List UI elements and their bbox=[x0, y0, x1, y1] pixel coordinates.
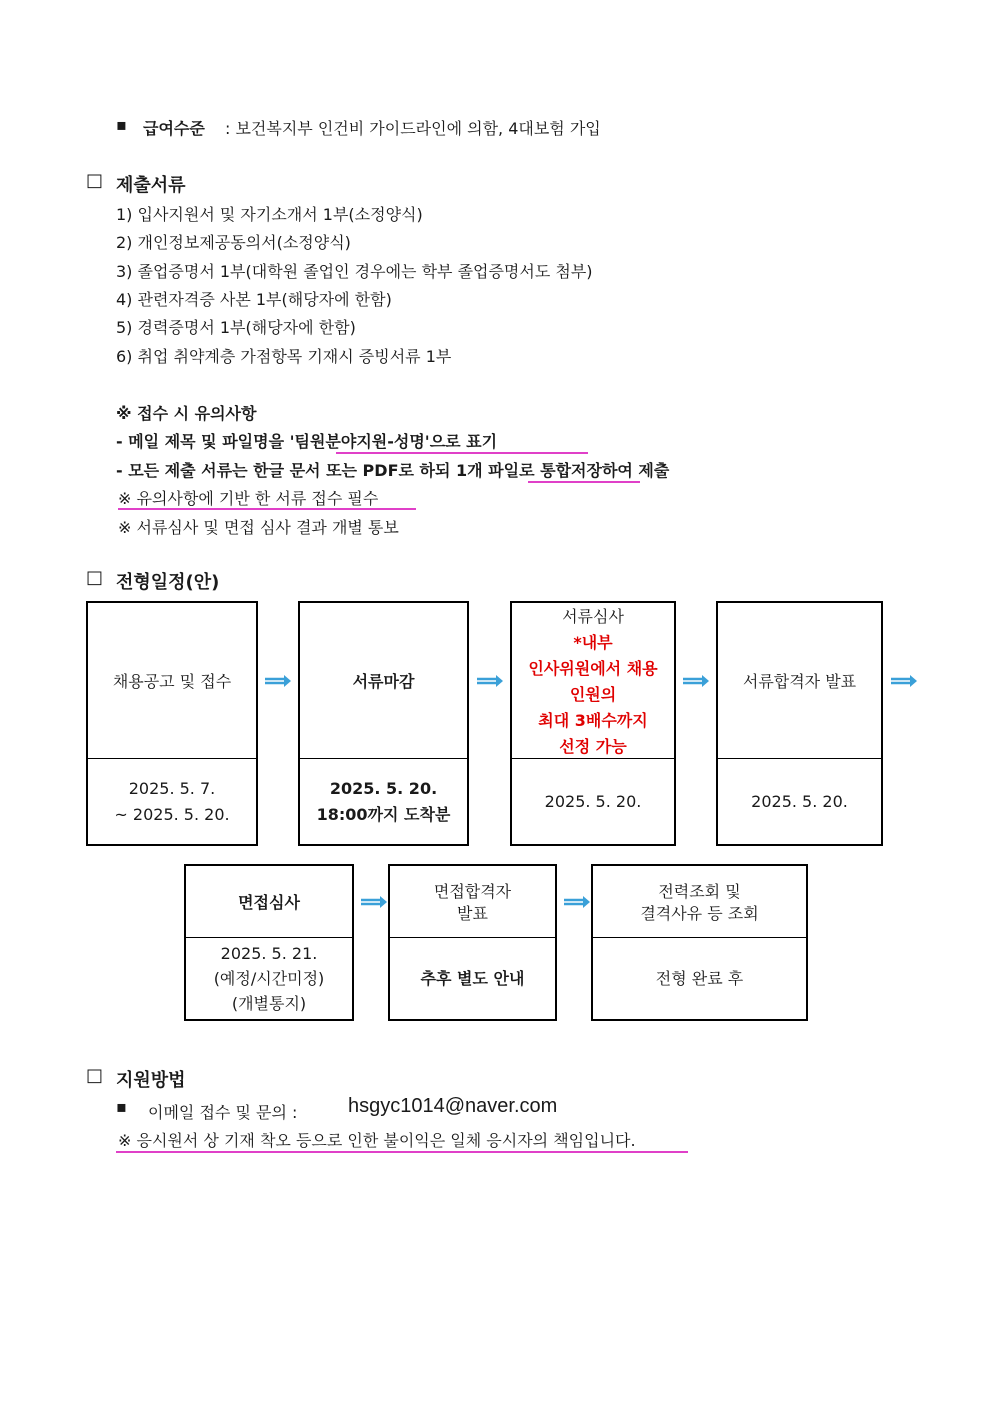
step-note: 인원의 bbox=[569, 685, 617, 704]
notes-title: ※ 접수 시 유의사항 bbox=[116, 404, 257, 423]
apply-bullet: ▪ bbox=[116, 1097, 127, 1116]
schedule-step-final-result bbox=[388, 864, 557, 1021]
step-name: 전력조회 및 bbox=[658, 882, 741, 901]
section-title-schedule: 전형일정(안) bbox=[116, 572, 220, 593]
notes-line-3: ※ 유의사항에 기반 한 서류 접수 필수 bbox=[118, 489, 379, 508]
step-note: 인사위원에서 채용 bbox=[528, 659, 658, 678]
salary-text: : 보건복지부 인건비 가이드라인에 의함, 4대보험 가입 bbox=[225, 119, 601, 138]
schedule-step-doc-result bbox=[716, 601, 883, 846]
step-date-note: (예정/시간미정) bbox=[213, 969, 325, 988]
step-name: 면접심사 bbox=[238, 893, 300, 912]
arrow-right-icon bbox=[264, 674, 292, 688]
apply-email-label: 이메일 접수 및 문의 : bbox=[148, 1103, 298, 1122]
apply-email[interactable]: hsgyc1014@naver.com bbox=[348, 1095, 558, 1117]
step-note: 최대 3배수까지 bbox=[538, 711, 648, 730]
underline-highlight bbox=[116, 1151, 688, 1153]
notes-line-1 bbox=[116, 429, 497, 452]
step-name: 서류합격자 발표 bbox=[742, 672, 857, 691]
list-item: 1) 입사지원서 및 자기소개서 1부(소정양식) bbox=[116, 205, 423, 224]
notes-line-4: ※ 서류심사 및 면접 심사 결과 개별 통보 bbox=[118, 518, 399, 537]
notes-line-1-prefix: - 메일 제목 및 파일명을 bbox=[116, 432, 290, 451]
checkbox-icon: □ bbox=[86, 1065, 104, 1086]
step-name: 서류마감 bbox=[352, 672, 415, 691]
list-item: 4) 관련자격증 사본 1부(해당자에 한함) bbox=[116, 290, 392, 309]
notes-line-2-suffix: 통합저장하여 제출 bbox=[534, 461, 670, 480]
checkbox-icon: □ bbox=[86, 170, 104, 191]
arrow-right-icon bbox=[563, 895, 591, 909]
arrow-right-icon bbox=[682, 674, 710, 688]
schedule-step-interview bbox=[184, 864, 354, 1021]
step-date-note: (개별통지) bbox=[231, 994, 307, 1013]
salary-bullet: ▪ bbox=[116, 115, 127, 134]
list-item: 6) 취업 취약계층 가점항목 기재시 증빙서류 1부 bbox=[116, 347, 452, 366]
schedule-step-review bbox=[510, 601, 676, 846]
notes-line-2-highlight: 1개 파일로 bbox=[456, 461, 535, 480]
step-name: 채용공고 및 접수 bbox=[112, 672, 232, 691]
schedule-step-posting bbox=[86, 601, 258, 846]
list-item: 5) 경력증명서 1부(해당자에 한함) bbox=[116, 318, 356, 337]
list-item: 3) 졸업증명서 1부(대학원 졸업인 경우에는 학부 졸업증명서도 첨부) bbox=[116, 262, 593, 281]
section-title-apply: 지원방법 bbox=[116, 1070, 186, 1091]
step-date: 2025. 5. 20. bbox=[329, 778, 438, 798]
section-title-documents: 제출서류 bbox=[116, 175, 186, 196]
notes-line-2-prefix: - 모든 제출 서류는 한글 문서 또는 PDF로 하되 bbox=[116, 461, 457, 480]
schedule-step-deadline bbox=[298, 601, 469, 846]
underline-highlight bbox=[336, 452, 588, 454]
step-date: 전형 완료 후 bbox=[655, 968, 744, 988]
arrow-right-icon bbox=[890, 674, 918, 688]
arrow-right-icon bbox=[360, 895, 388, 909]
step-date: 2025. 5. 20. bbox=[544, 791, 642, 811]
schedule-step-background-check bbox=[591, 864, 808, 1021]
step-note: 선정 가능 bbox=[559, 737, 627, 756]
step-name: 면접합격자 bbox=[433, 882, 512, 901]
notes-line-2 bbox=[116, 458, 669, 481]
step-name: 발표 bbox=[457, 904, 488, 923]
apply-note-highlight: ※ 응시원서 상 기재 착오 등으로 인한 불이익은 일체 응시자의 책 bbox=[118, 1131, 569, 1150]
step-name: 서류심사 bbox=[562, 607, 624, 626]
step-date-range: ~ 2025. 5. 20. bbox=[114, 804, 230, 824]
step-date: 2025. 5. 7. bbox=[128, 778, 216, 798]
arrow-right-icon bbox=[476, 674, 504, 688]
step-time: 18:00까지 도착분 bbox=[316, 804, 451, 824]
notes-line-1-highlight: '팀원분야지원-성명'으로 표기 bbox=[289, 432, 498, 451]
list-item: 2) 개인정보제공동의서(소정양식) bbox=[116, 233, 351, 252]
checkbox-icon: □ bbox=[86, 567, 104, 588]
salary-label: 급여수준 bbox=[143, 119, 205, 138]
apply-note bbox=[118, 1128, 636, 1151]
underline-highlight bbox=[118, 508, 416, 510]
apply-note-suffix: 임입니다. bbox=[568, 1131, 636, 1150]
step-date: 추후 별도 안내 bbox=[420, 968, 525, 988]
step-date: 2025. 5. 20. bbox=[751, 791, 848, 811]
underline-highlight bbox=[528, 481, 640, 483]
step-name: 결격사유 등 조회 bbox=[640, 904, 759, 923]
step-date: 2025. 5. 21. bbox=[220, 944, 318, 963]
step-note: *내부 bbox=[573, 633, 613, 652]
